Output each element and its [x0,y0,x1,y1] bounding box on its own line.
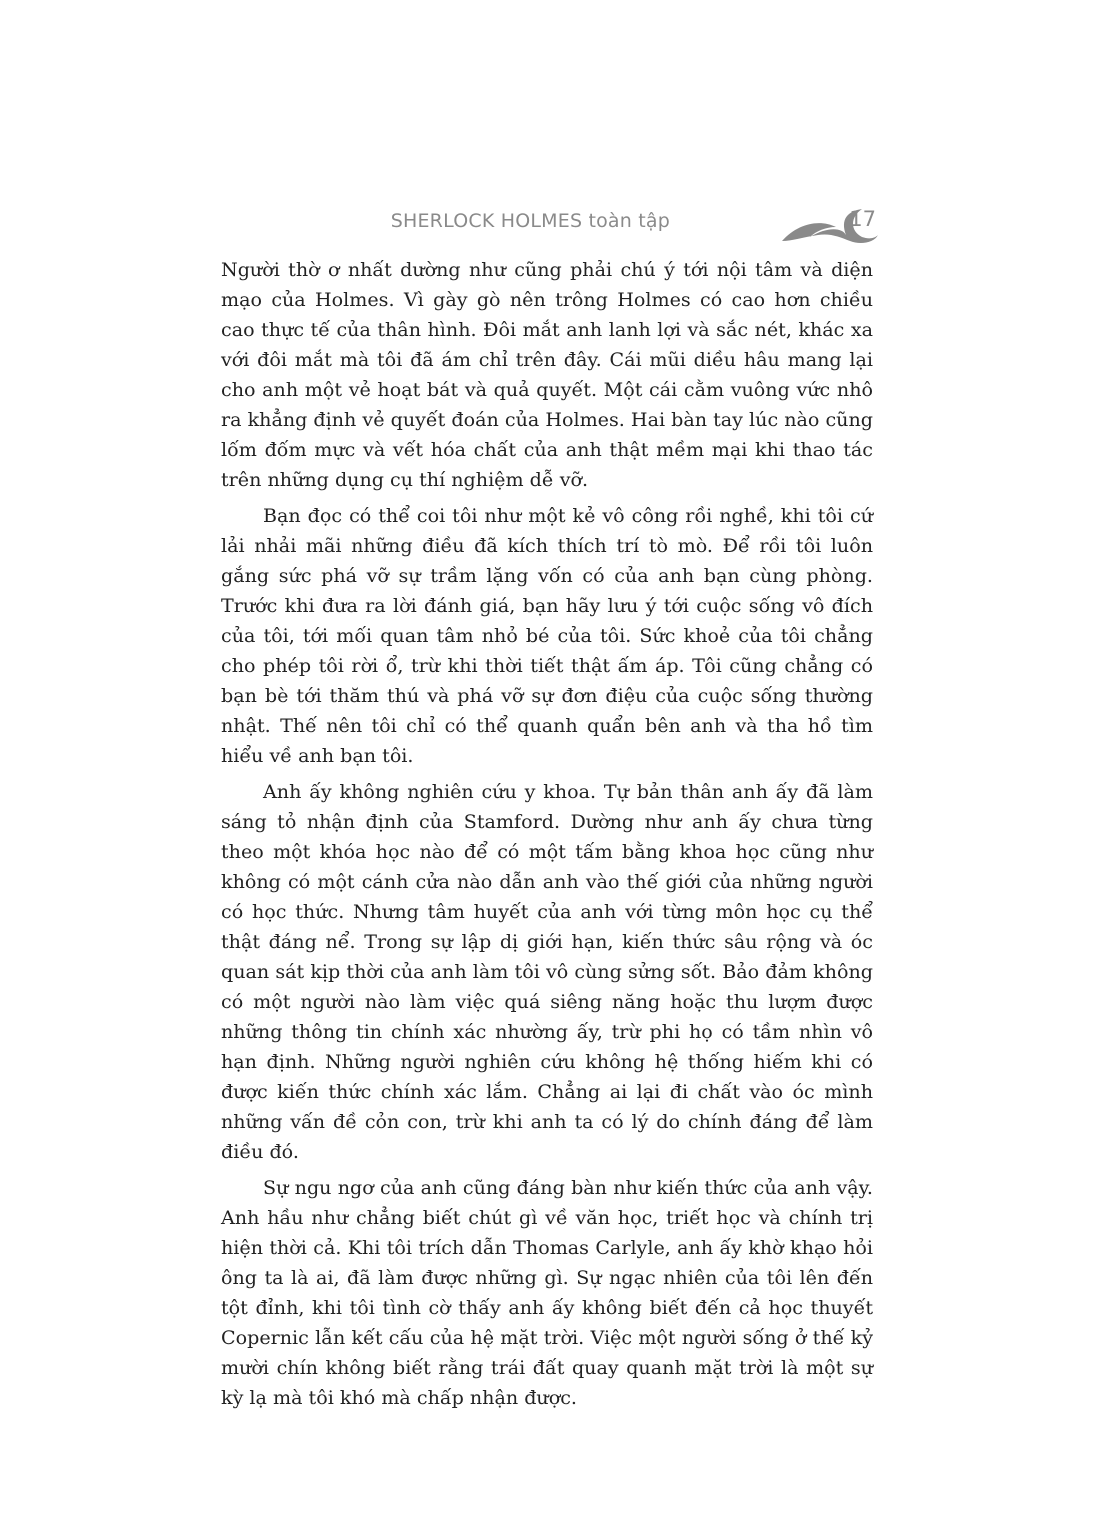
paragraph: Người thờ ơ nhất dường như cũng phải chú ý tới nội tâm và diện mạo của Holmes. Vì gày gò nên trông Holmes có cao hơn chiều cao thực tế của thân hình. Đôi mắt anh lanh lợi và sắc nét, khác xa với đôi mắt mà tôi đã ám chỉ trên đây. Cái mũi diều hâu mang lại cho anh một vẻ hoạt bát và quả quyết. Một cái cằm vuông vức nhô ra khẳng định vẻ quyết đoán của Holmes. Hai bàn tay lúc nào cũng lốm đốm mực và vết hóa chất của anh thật mềm mại khi thao tác trên những dụng cụ thí nghiệm dễ vỡ. [221,258,873,491]
paragraph: Anh ấy không nghiên cứu y khoa. Tự bản thân anh ấy đã làm sáng tỏ nhận định của Stamford. Dường như anh ấy chưa từng theo một khóa học nào để có một tấm bằng khoa học cũng như không có một cánh cửa nào dẫn anh vào thế giới của những người có học thức. Nhưng tâm huyết của anh với từng môn học cụ thể thật đáng nể. Trong sự lập dị giới hạn, kiến thức sâu rộng và óc quan sát kịp thời của anh làm tôi vô cùng sửng sốt. Bảo đảm không có một người nào làm việc quá siêng năng hoặc thu lượm được những thông tin chính xác nhường ấy, trừ phi họ có tầm nhìn vô hạn định. Những người nghiên cứu không hệ thống hiếm khi có được kiến thức chính xác lắm. Chẳng ai lại đi chất vào óc mình những vấn đề cỏn con, trừ khi anh ta có lý do chính đáng để làm điều đó. [221,780,873,1163]
page-number: 17 [849,207,876,231]
running-header-title: SHERLOCK HOLMES toàn tập [390,210,670,232]
body-text [221,255,873,1419]
paragraph: Sự ngu ngơ của anh cũng đáng bàn như kiến thức của anh vậy. Anh hầu như chẳng biết chút gì về văn học, triết học và chính trị hiện thời cả. Khi tôi trích dẫn Thomas Carlyle, anh ấy khờ khạo hỏi ông ta là ai, đã làm được những gì. Sự ngạc nhiên của tôi lên đến tột đỉnh, khi tôi tình cờ thấy anh ấy không biết đến cả học thuyết Copernic lẫn kết cấu của hệ mặt trời. Việc một người sống ở thế kỷ mười chín không biết rằng trái đất quay quanh mặt trời là một sự kỳ lạ mà tôi khó mà chấp nhận được. [221,1176,873,1409]
running-header [220,205,880,245]
paragraph: Bạn đọc có thể coi tôi như một kẻ vô công rồi nghề, khi tôi cứ lải nhải mãi những điều đã kích thích trí tò mò. Để rồi tôi luôn gắng sức phá vỡ sự trầm lặng vốn có của anh bạn cùng phòng. Trước khi đưa ra lời đánh giá, bạn hãy lưu ý tới cuộc sống vô đích của tôi, tới mối quan tâm nhỏ bé của tôi. Sức khoẻ của tôi chẳng cho phép tôi rời ổ, trừ khi thời tiết thật ấm áp. Tôi cũng chẳng có bạn bè tới thăm thú và phá vỡ sự đơn điệu của cuộc sống thường nhật. Thế nên tôi chỉ có thể quanh quẩn bên anh và tha hồ tìm hiểu về anh bạn tôi. [221,504,873,767]
